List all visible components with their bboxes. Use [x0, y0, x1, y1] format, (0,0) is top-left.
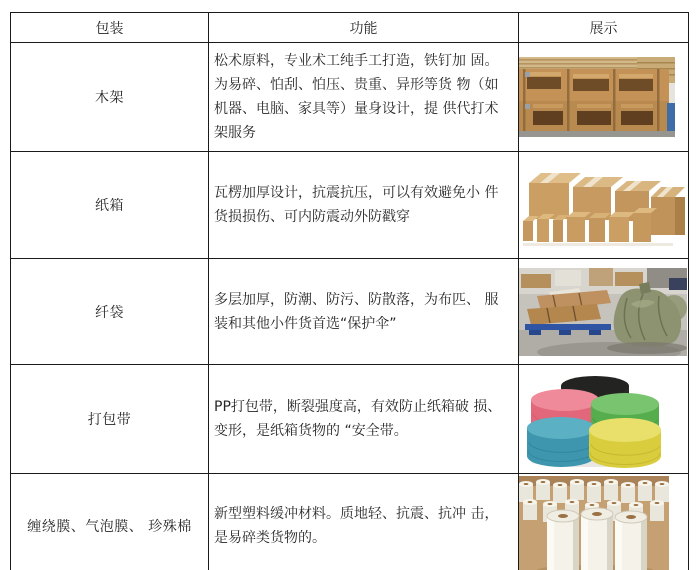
header-function: 功能: [209, 13, 519, 43]
row-films: [11, 474, 689, 570]
row-fiber-bag: [11, 259, 689, 365]
function-description: 多层加厚，防潮、防污、防散落，为布匹、 服装和其他小件货首选“保护伞”: [209, 259, 519, 365]
function-description: 新型塑料缓冲材料。质地轻、抗震、抗冲 击，是易碎类货物的。: [209, 474, 519, 570]
packaging-name: 木架: [11, 43, 209, 152]
display-cell: [519, 259, 689, 365]
packaging-name: 纤袋: [11, 259, 209, 365]
fiber-bags-photo: [519, 268, 688, 356]
header-packaging: 包装: [11, 13, 209, 43]
row-strapping: [11, 365, 689, 474]
packaging-name: 打包带: [11, 365, 209, 474]
function-description: PP打包带，断裂强度高，有效防止纸箱破 损、变形，是纸箱货物的 “安全带。: [209, 365, 519, 474]
row-wood-frame: [11, 43, 689, 152]
table-header-row: [11, 13, 689, 43]
display-cell: [519, 43, 689, 152]
display-cell: [519, 365, 689, 474]
packaging-name: 纸箱: [11, 152, 209, 259]
packaging-table: [10, 12, 689, 570]
header-display: 展示: [519, 13, 689, 43]
packaging-name: 缠绕膜、气泡膜、 珍殊棉: [11, 474, 209, 570]
display-cell: [519, 152, 689, 259]
function-description: 瓦楞加厚设计，抗震抗压，可以有效避免小 件货损损伤、可内防震动外防戳穿: [209, 152, 519, 259]
strapping-rolls-photo: [519, 370, 688, 468]
wooden-crates-photo: [519, 57, 688, 137]
cardboard-boxes-photo: [519, 159, 688, 251]
display-cell: [519, 474, 689, 570]
stretch-film-rolls-photo: [519, 476, 688, 570]
row-carton: [11, 152, 689, 259]
function-description: 松术原料，专业术工纯手工打造，铁钉加 固。为易碎、怕刮、怕压、贵重、异形等货 物（如机器、电脑、家具等）量身设计，提 供代打术架服务: [209, 43, 519, 152]
